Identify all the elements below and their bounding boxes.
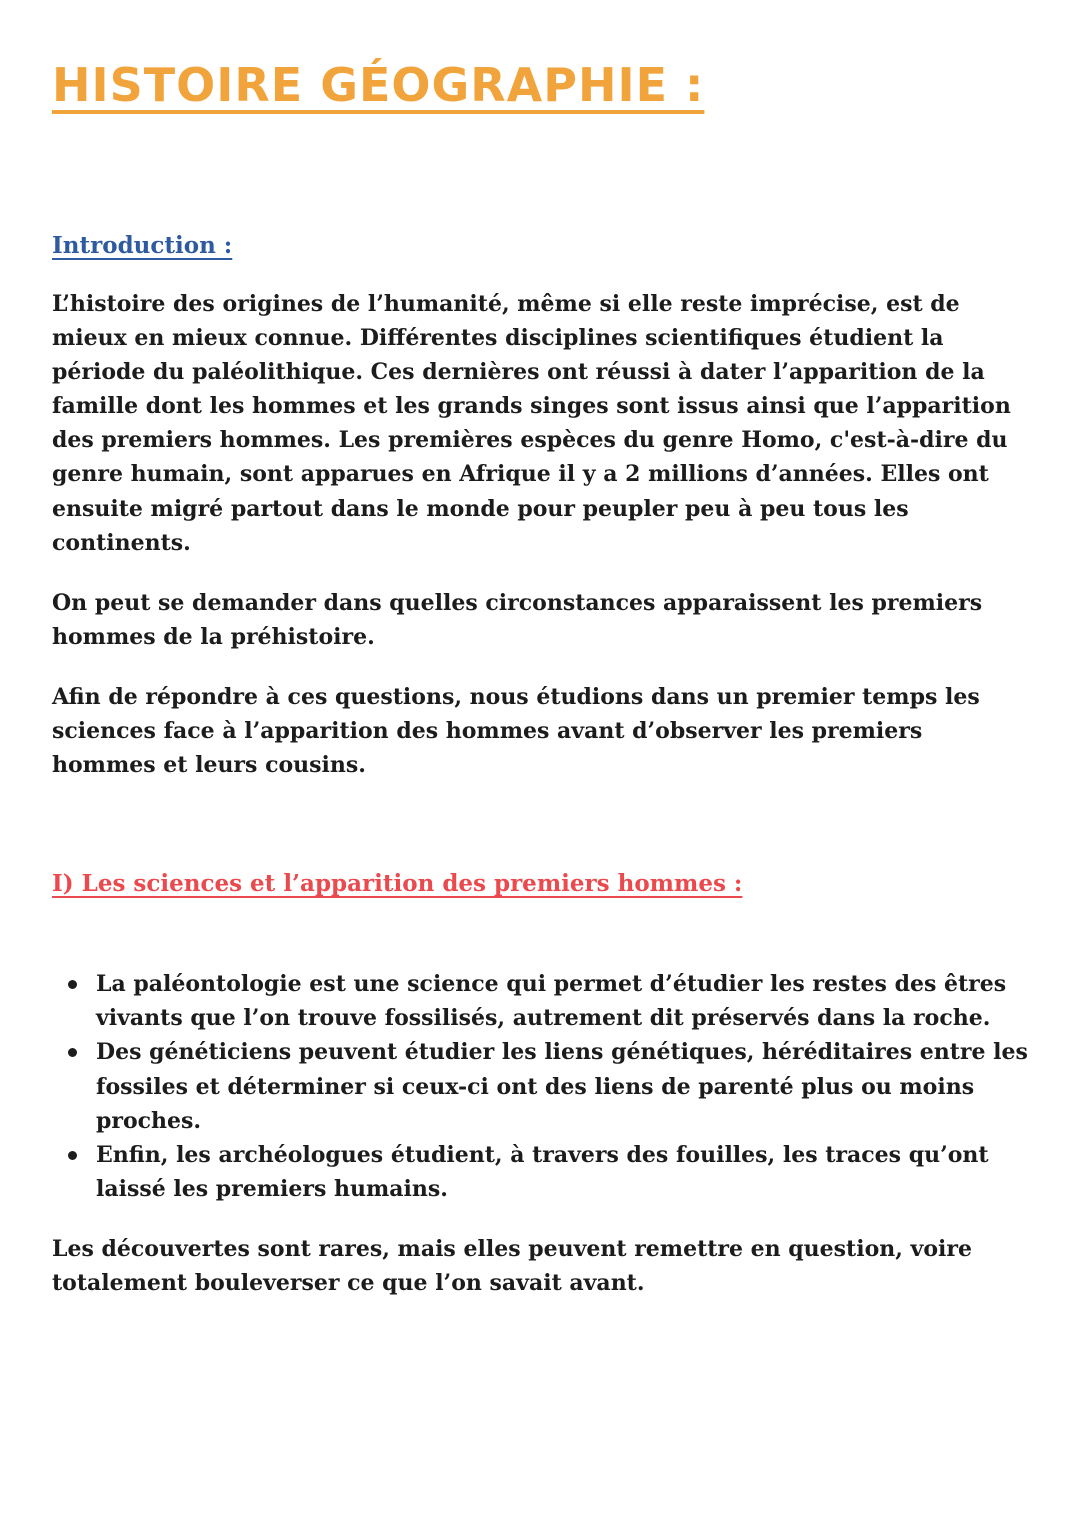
bullet-item-geneticiens: Des généticiens peuvent étudier les liens génétiques, héréditaires entre les fossiles et déterminer si ceux-ci ont des liens de parenté plus ou moins proches. [52, 1035, 1028, 1137]
bullet-item-archeologues: Enfin, les archéologues étudient, à travers des fouilles, les traces qu’ont laissé les premiers humains. [52, 1138, 1028, 1206]
intro-paragraph-1: L’histoire des origines de l’humanité, même si elle reste imprécise, est de mieux en mieux connue. Différentes disciplines scientifiques étudient la période du paléolithique. Ces dernières ont réussi à dater l’apparition de la famille dont les hommes et les grands singes sont issus ainsi que l’apparition des premiers hommes. Les premières espèces du genre Homo, c'est-à-dire du genre humain, sont apparues en Afrique il y a 2 millions d’années. Elles ont ensuite migré partout dans le monde pour peupler peu à peu tous les continents. [52, 291, 1011, 556]
bullet-item-paleontologie: La paléontologie est une science qui permet d’étudier les restes des êtres vivants que l’on trouve fossilisés, autrement dit préservés dans la roche. [52, 967, 1028, 1035]
section-1-heading: I) Les sciences et l’apparition des premiers hommes : [52, 870, 743, 898]
intro-paragraph-3: Afin de répondre à ces questions, nous étudions dans un premier temps les sciences face à l’apparition des hommes avant d’observer les premiers hommes et leurs cousins. [52, 683, 980, 779]
intro-paragraph-2: On peut se demander dans quelles circonstances apparaissent les premiers hommes de la préhistoire. [52, 589, 983, 650]
section-1-bullet-list [52, 967, 1028, 1206]
section-1-closing-paragraph: Les découvertes sont rares, mais elles peuvent remettre en question, voire totalement bouleverser ce que l’on savait avant. [52, 1235, 972, 1296]
intro-heading: Introduction : [52, 232, 233, 259]
page-title: HISTOIRE GÉOGRAPHIE : [52, 58, 705, 112]
